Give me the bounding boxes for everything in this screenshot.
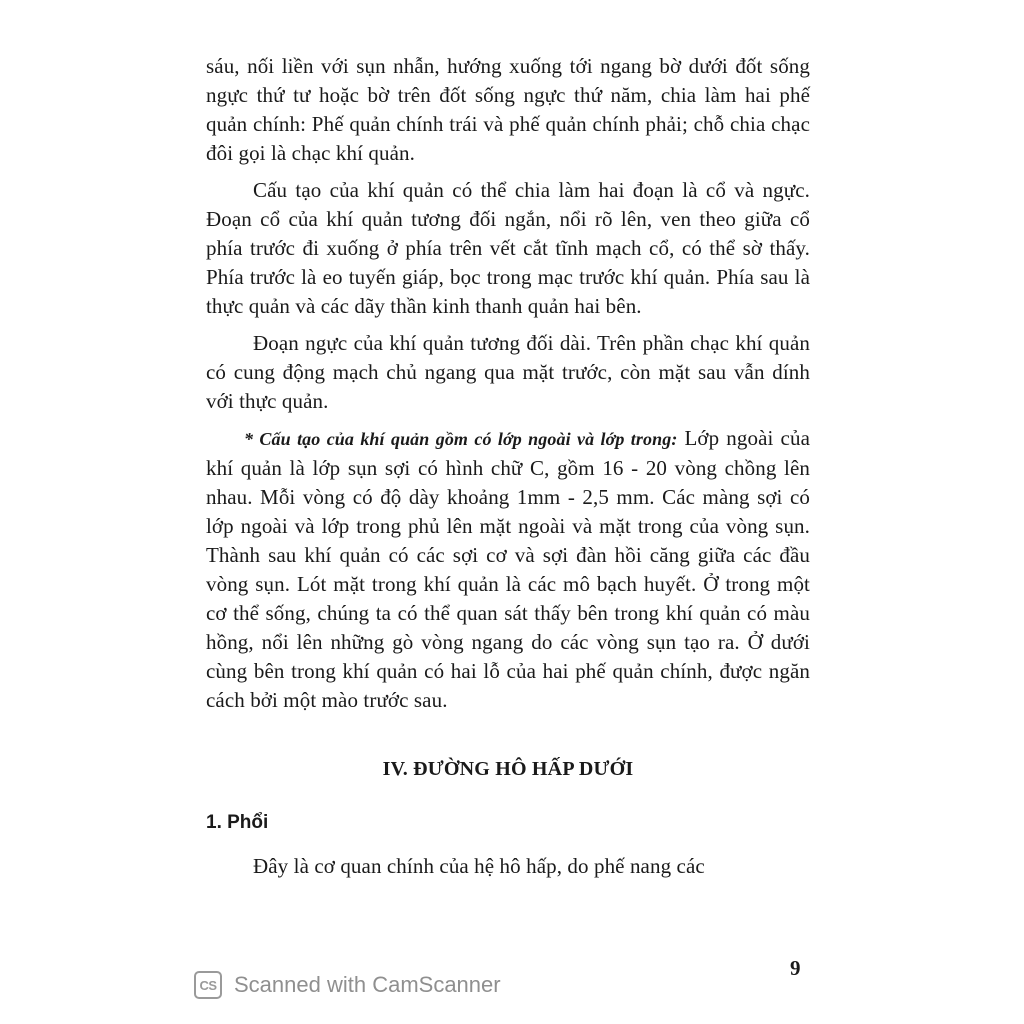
- section-heading: IV. ĐƯỜNG HÔ HẤP DƯỚI: [382, 758, 634, 780]
- paragraph-4: [206, 424, 810, 715]
- paragraph-3: Đoạn ngực của khí quản tương đối dài. Trên phần chạc khí quản có cung động mạch chủ ngang qua mặt trước, còn mặt sau vẫn dính với thực quản.: [206, 331, 810, 413]
- page-number: 9: [790, 956, 801, 980]
- paragraph-4-body: Lớp ngoài của khí quản là lớp sụn sợi có hình chữ C, gồm 16 - 20 vòng chồng lên nhau. Mỗi vòng có độ dày khoảng 1mm - 2,5 mm. Các màng sợi có lớp ngoài và lớp trong phủ lên mặt ngoài và mặt trong của vòng sụn. Thành sau khí quản có các sợi cơ và sợi đàn hồi căng giữa các đầu vòng sụn. Lót mặt trong khí quản là các mô bạch huyết. Ở trong một cơ thể sống, chúng ta có thể quan sát thấy bên trong khí quản có màu hồng, nổi lên những gò vòng ngang do các vòng sụn tạo ra. Ở dưới cùng bên trong khí quản có hai lỗ của hai phế quản chính, được ngăn cách bởi một mào trước sau.: [206, 426, 810, 712]
- watermark-text: Scanned with CamScanner: [234, 972, 501, 997]
- paragraph-5: Đây là cơ quan chính của hệ hô hấp, do phế nang các: [253, 854, 705, 878]
- paragraph-2: Cấu tạo của khí quản có thể chia làm hai đoạn là cổ và ngực. Đoạn cổ của khí quản tương đối ngắn, nổi rõ lên, ven theo giữa cổ phía trước đi xuống ở phía trên vết cắt tĩnh mạch cổ, có thể sờ thấy. Phía trước là eo tuyến giáp, bọc trong mạc trước khí quản. Phía sau là thực quản và các dãy thần kinh thanh quản hai bên.: [206, 178, 810, 318]
- camscanner-logo-icon: CS: [194, 971, 222, 999]
- document-body: [206, 52, 810, 889]
- camscanner-watermark: [194, 968, 501, 1002]
- paragraph-4-emphasis: * Cấu tạo của khí quản gồm có lớp ngoài và lớp trong:: [244, 429, 678, 449]
- paragraph-1: sáu, nối liền với sụn nhẫn, hướng xuống tới ngang bờ dưới đốt sống ngực thứ tư hoặc bờ trên đốt sống ngực thứ năm, chia làm hai phế quản chính: Phế quản chính trái và phế quản chính phải; chỗ chia chạc đôi gọi là chạc khí quản.: [206, 54, 810, 165]
- sub-heading: 1. Phổi: [206, 812, 269, 833]
